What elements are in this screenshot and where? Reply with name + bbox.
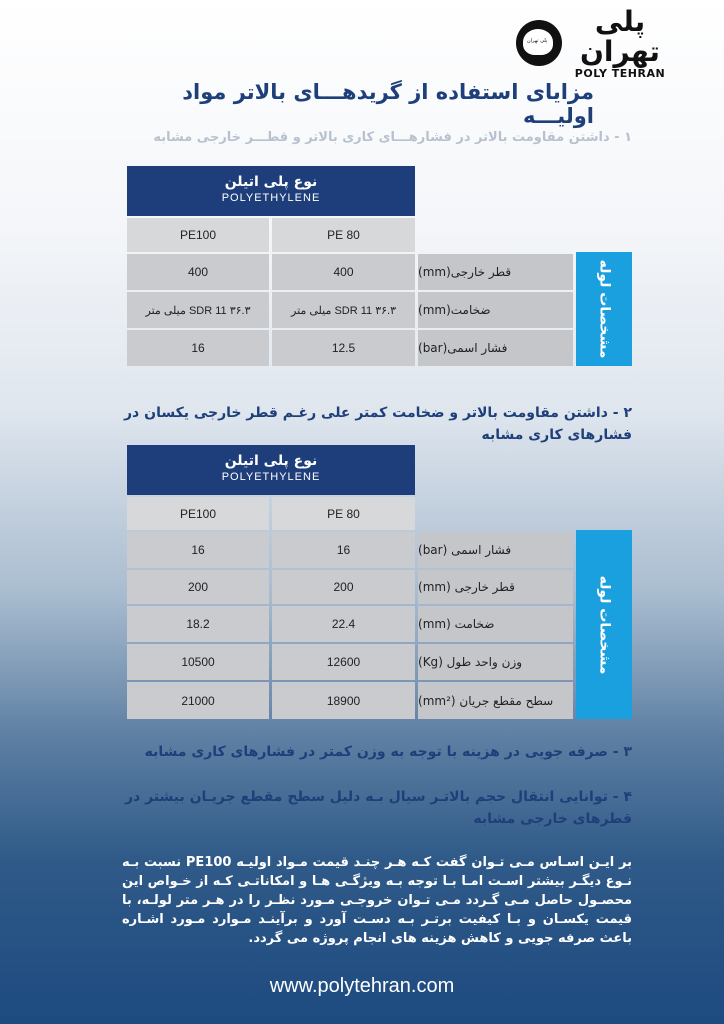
table2-header-en: POLYETHYLENE bbox=[221, 471, 321, 483]
table2-cell: 16 bbox=[272, 532, 415, 568]
table1-side-text: مشخصات لوله bbox=[596, 259, 612, 359]
logo-mark-icon bbox=[516, 20, 562, 66]
table2-side-label bbox=[576, 530, 632, 719]
table2-row-label: سطح مقطع جریان (mm²) bbox=[418, 682, 573, 719]
conclusion-paragraph: بر ایـن اسـاس مـی تـوان گفت کـه هـر چنـد قیمت مـواد اولیـه PE100 نسبت بـه نـوع دیگـر بیشتر اسـت امـا بـا توجه بـه ویژگـی هـا و امکاناتـی کـه از خـواص این محصـول حاصل مـی گـردد مـی تـوان خروجـی مـورد نظـر را در هـر متر لولـه، با قیمت یکسـان و بـا کیفیت برتـر بـه دسـت آورد و برآینـد مـوارد مـورد اشـاره باعث صرفه جویی و کاهش هزینه های انجام پروژه می گردد. bbox=[122, 855, 632, 946]
table1-col-pe80: PE 80 bbox=[272, 218, 415, 252]
table2-cell: 12600 bbox=[272, 644, 415, 680]
table2-row-label: فشار اسمی (bar) bbox=[418, 532, 573, 568]
logo-mark-label: پلی تهران bbox=[527, 38, 548, 44]
table1-cell: 12.5 bbox=[272, 330, 415, 366]
table1-cell: SDR 11 ۳۶.۳ میلی متر bbox=[127, 292, 269, 328]
table1-cell: 16 bbox=[127, 330, 269, 366]
table2-cell: 10500 bbox=[127, 644, 269, 680]
table2-cell: 18900 bbox=[272, 682, 415, 719]
table2-col-pe80: PE 80 bbox=[272, 497, 415, 530]
table2-header bbox=[127, 445, 415, 495]
logo bbox=[516, 4, 672, 80]
table1-row-label: فشار اسمی(bar) bbox=[418, 330, 573, 366]
table2-row-label: ضخامت (mm) bbox=[418, 606, 573, 642]
table1-header-fa: نوع پلی اتیلن bbox=[224, 174, 318, 190]
table2-header-fa: نوع پلی اتیلن bbox=[224, 453, 318, 469]
point-4: ۴ - توانایی انتقال حجم بالاتـر سیال بـه دلیل سطح مقطع جریـان بیشتر در قطرهای خارجی مشابه bbox=[124, 789, 632, 827]
table1-cell: 400 bbox=[272, 254, 415, 290]
logo-text-fa: پلی تهران bbox=[580, 4, 660, 68]
table2-cell: 200 bbox=[127, 570, 269, 604]
table1-col-pe100: PE100 bbox=[127, 218, 269, 252]
logo-text-en: POLY TEHRAN bbox=[574, 66, 666, 80]
table2-cell: 16 bbox=[127, 532, 269, 568]
page-title: مزایای استفاده از گریدهـــای بالاتر مواد اولیـــه bbox=[182, 80, 594, 128]
point-1: ۱ - داشتن مقاومت بالاتر در فشارهـــای کاری بالاتر و قطـــر خارجی مشابه bbox=[153, 130, 632, 145]
table2-cell: 22.4 bbox=[272, 606, 415, 642]
point-2: ۲ - داشتن مقاومت بالاتر و ضخامت کمتر علی رغـم قطر خارجی یکسان در فشارهای کاری مشابه bbox=[124, 405, 632, 443]
table1-row-label: ضخامت(mm) bbox=[418, 292, 573, 328]
table1-row-label: قطر خارجی(mm) bbox=[418, 254, 573, 290]
table2-col-pe100: PE100 bbox=[127, 497, 269, 530]
table1-cell: 400 bbox=[127, 254, 269, 290]
website-link[interactable]: www.polytehran.com bbox=[269, 975, 455, 997]
point-3: ۳ - صرفه جویی در هزینه با توجه به وزن کمتر در فشارهای کاری مشابه bbox=[144, 744, 632, 760]
table1-cell: SDR 11 ۳۶.۳ میلی متر bbox=[272, 292, 415, 328]
table2-cell: 200 bbox=[272, 570, 415, 604]
table2-cell: 21000 bbox=[127, 682, 269, 719]
table2-cell: 18.2 bbox=[127, 606, 269, 642]
table1-side-label bbox=[576, 252, 632, 366]
table2-side-text: مشخصات لوله bbox=[596, 575, 612, 674]
table1-header bbox=[127, 166, 415, 216]
table2-row-label: وزن واحد طول (Kg) bbox=[418, 644, 573, 680]
table2-row-label: قطر خارجی (mm) bbox=[418, 570, 573, 604]
table1-header-en: POLYETHYLENE bbox=[221, 192, 321, 204]
